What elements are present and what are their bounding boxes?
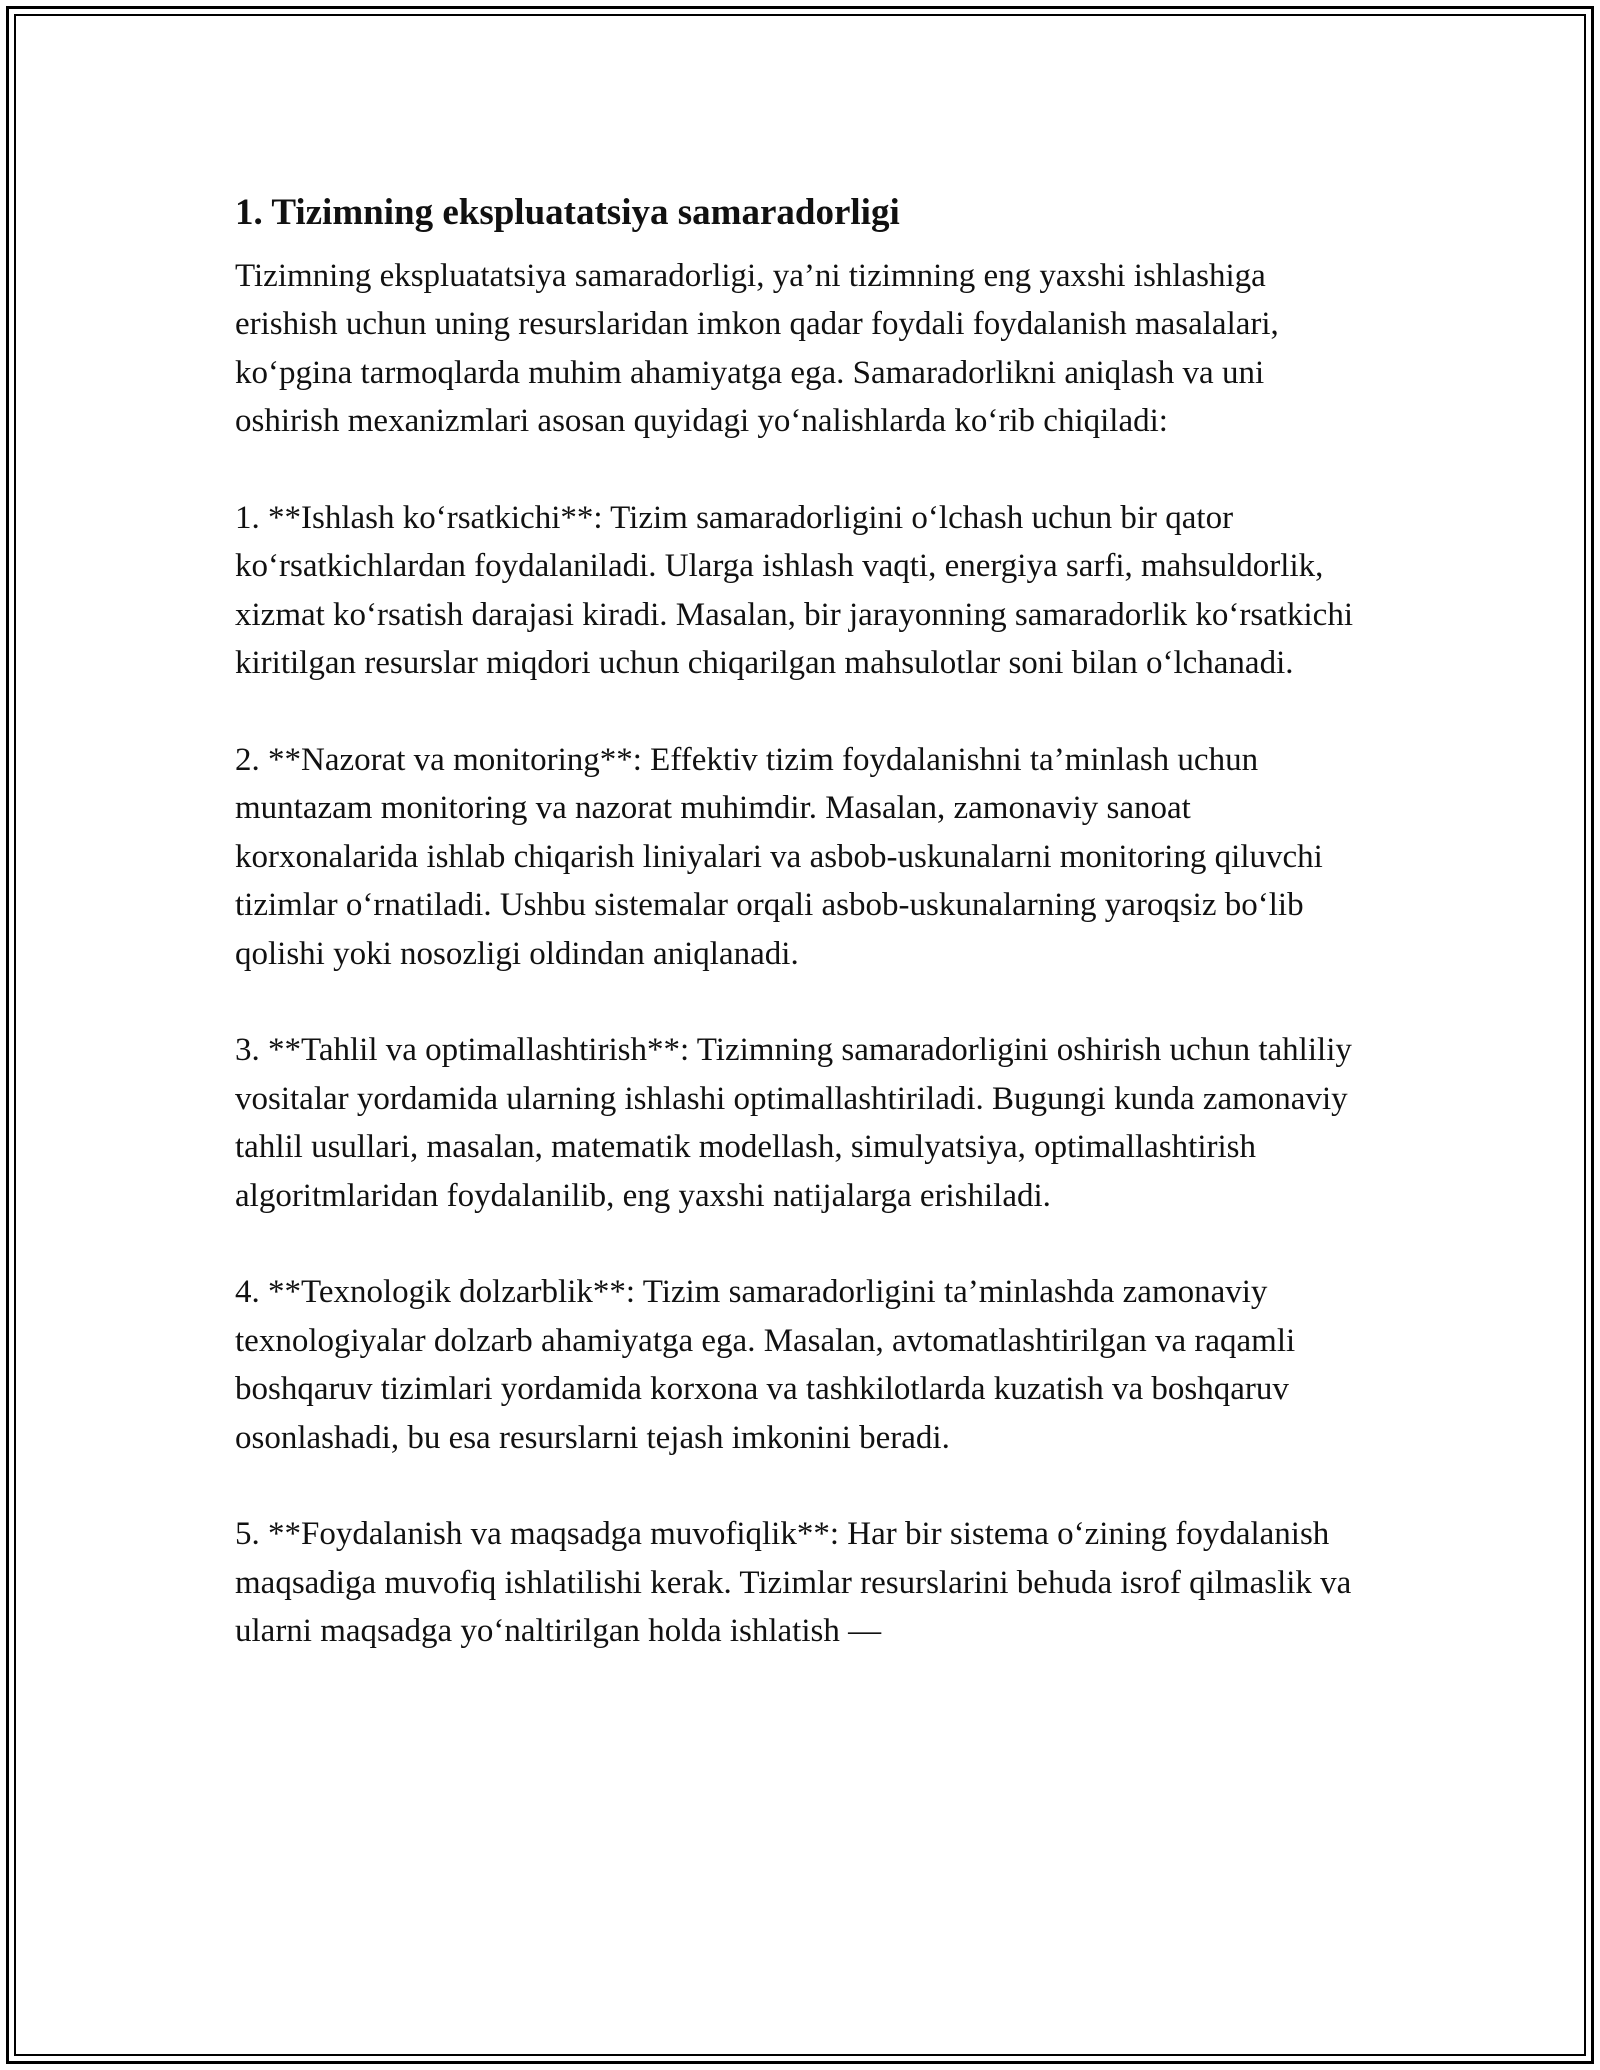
document-body	[235, 188, 1375, 1656]
section-heading: 1. Tizimning ekspluatatsiya samaradorligi	[235, 192, 900, 233]
paragraph-analysis-optimization: 3. **Tahlil va optimallashtirish**: Tizimning samaradorligini oshirish uchun tahliliy vositalar yordamida ularning ishlashi optimallashtiriladi. Bugungi kunda zamonaviy tahlil usullari, masalan, matematik modellash, simulyatsiya, optimallashtirish algoritmlaridan foydalanilib, eng yaxshi natijalarga erishiladi.	[235, 1032, 1352, 1214]
paragraph-usage-purpose: 5. **Foydalanish va maqsadga muvofiqlik**: Har bir sistema o‘zining foydalanish maqsadiga muvofiq ishlatilishi kerak. Tizimlar resurslarini behuda isrof qilmaslik va ularni maqsadga yo‘naltirilgan holda ishlatish —	[235, 1516, 1352, 1650]
intro-paragraph: Tizimning ekspluatatsiya samaradorligi, ya’ni tizimning eng yaxshi ishlashiga erishish uchun uning resurslaridan imkon qadar foydali foydalanish masalalari, ko‘pgina tarmoqlarda muhim ahamiyatga ega. Samaradorlikni aniqlash va uni oshirish mexanizmlari asosan quyidagi yo‘nalishlarda ko‘rib chiqiladi:	[235, 258, 1279, 440]
paragraph-technological-relevance: 4. **Texnologik dolzarblik**: Tizim samaradorligini ta’minlashda zamonaviy texnologiyalar dolzarb ahamiyatga ega. Masalan, avtomatlashtirilgan va raqamli boshqaruv tizimlari yordamida korxona va tashkilotlarda kuzatish va boshqaruv osonlashadi, bu esa resurslarni tejash imkonini beradi.	[235, 1274, 1296, 1456]
paragraph-performance-indicator: 1. **Ishlash ko‘rsatkichi**: Tizim samaradorligini o‘lchash uchun bir qator ko‘rsatkichlardan foydalaniladi. Ularga ishlash vaqti, energiya sarfi, mahsuldorlik, xizmat ko‘rsatish darajasi kiradi. Masalan, bir jarayonning samaradorlik ko‘rsatkichi kiritilgan resurslar miqdori uchun chiqarilgan mahsulotlar soni bilan o‘lchanadi.	[235, 500, 1353, 682]
paragraph-control-monitoring: 2. **Nazorat va monitoring**: Effektiv tizim foydalanishni ta’minlash uchun muntazam monitoring va nazorat muhimdir. Masalan, zamonaviy sanoat korxonalarida ishlab chiqarish liniyalari va asbob-uskunalarni monitoring qiluvchi tizimlar o‘rnatiladi. Ushbu sistemalar orqali asbob-uskunalarning yaroqsiz bo‘lib qolishi yoki nosozligi oldindan aniqlanadi.	[235, 742, 1323, 972]
